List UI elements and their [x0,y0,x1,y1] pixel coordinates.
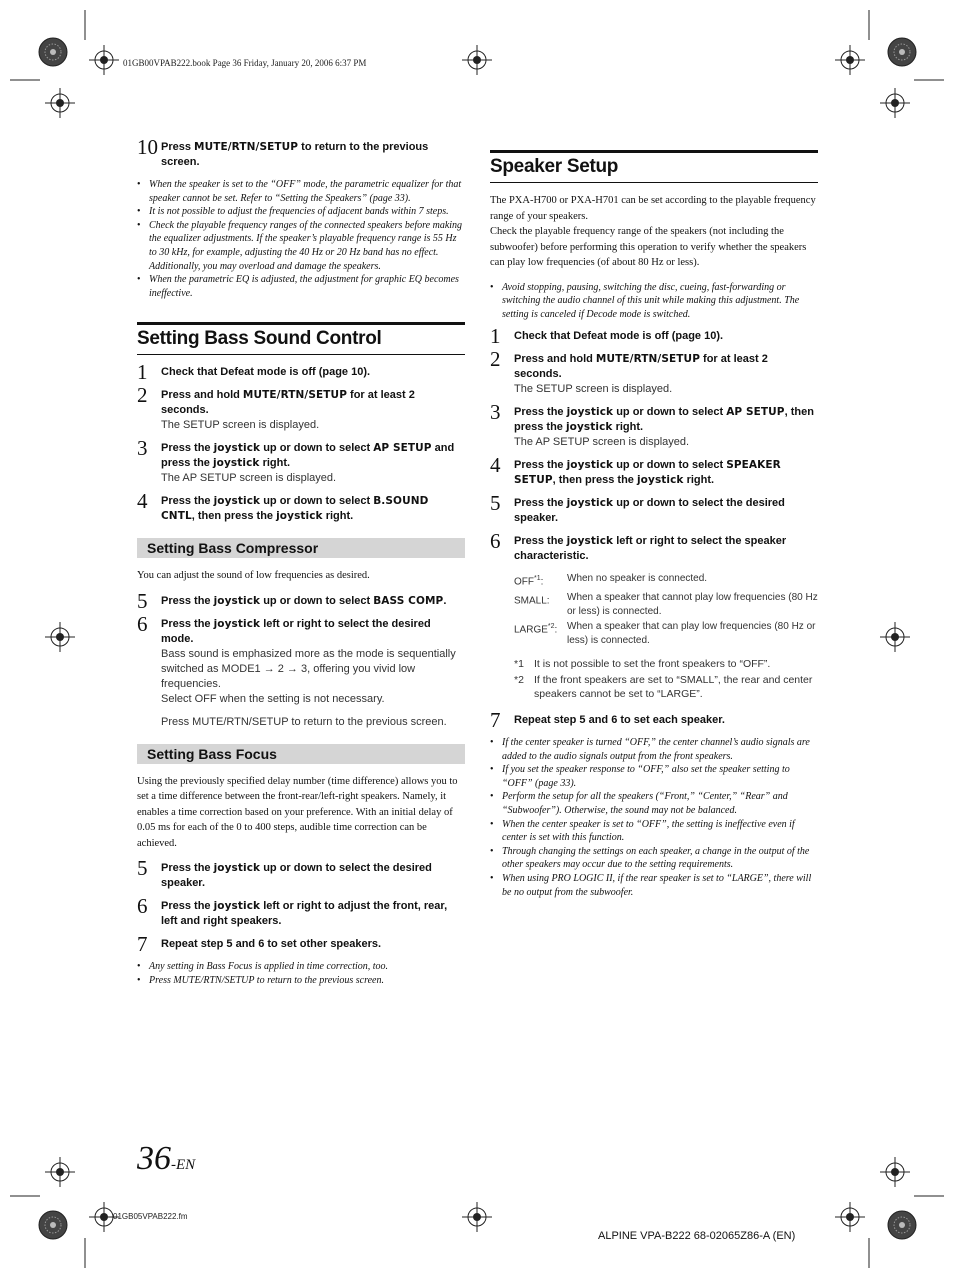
step-number: 4 [137,489,148,514]
step-description: The SETUP screen is displayed. [161,419,320,432]
book-header-info: 01GB00VPAB222.book Page 36 Friday, January 20, 2006 6:37 PM [123,58,367,68]
characteristic-row [514,572,818,589]
step-5 [137,856,465,891]
characteristic-row [514,620,818,647]
step-instruction: Repeat step 5 and 6 to set each speaker. [514,714,725,727]
registration-mark [462,45,492,75]
step-number: 4 [490,453,501,478]
registration-mark [880,622,910,652]
step-1 [137,360,465,385]
step-description: The AP SETUP screen is displayed. [514,436,690,449]
step-6 [490,529,818,564]
subsection-title-bass-focus: Setting Bass Focus [137,744,465,764]
notes-list [137,178,465,300]
step-number: 5 [137,588,148,613]
step-3 [137,436,465,486]
return-hint: Press MUTE/RTN/SETUP to return to the previous screen. [161,715,447,728]
note-item: • Check the playable frequency ranges of the connected speakers before making the equalizer adjustments. If the speaker’s playable frequency range is 55 Hz to 30 kHz, for example, adjusting the 40 Hz or 20 Hz band has no effect. Additionally, you may overload and damage the speakers. [137,219,465,273]
step-number: 2 [490,347,501,372]
step-7 [137,932,465,957]
step-instruction: Press the joystick up or down to select BASS COMP. [161,594,447,607]
subsection-title-bass-compressor: Setting Bass Compressor [137,538,465,558]
note-item: • When the speaker is set to the “OFF” mode, the parametric equalizer for that speaker cannot be set. Refer to “Setting the Speakers” (page 33). [137,178,465,205]
step-number: 6 [490,529,501,554]
step-instruction: Check that Defeat mode is off (page 10). [514,330,724,343]
characteristic-key: LARGE$^{*2}$: [514,623,558,636]
step-description: The AP SETUP screen is displayed. [161,472,337,485]
page-number: 36-EN [137,1140,196,1177]
body-text: You can adjust the sound of low frequencies as desired. [137,570,370,582]
characteristic-value: When no speaker is connected. [567,573,708,585]
body-text: The PXA-H700 or PXA-H701 can be set according to the playable frequency range of your speakers. [490,195,816,222]
step-instruction: Press the joystick up or down to select the desired speaker. [161,862,432,890]
step-description: Select OFF when the setting is not necessary. [161,692,385,705]
step-number: 3 [137,436,148,461]
registration-mark [888,38,916,66]
step-instruction: Press the joystick up or down to select AP SETUP and press the joystick right. [161,442,455,470]
step-number: 1 [137,360,148,385]
step-6 [137,894,465,929]
step-description: Bass sound is emphasized more as the mode is sequentially switched as MODE1 → 2 → 3, offering you vivid low frequencies. [161,647,456,690]
step-number: 10 [137,135,158,159]
step-instruction: Press the joystick up or down to select the desired speaker. [514,497,785,525]
step-1 [490,324,818,349]
characteristic-row [514,591,818,618]
characteristic-value: When a speaker that cannot play low frequencies (80 Hz or less) is connected. [567,592,818,617]
note-item: • It is not possible to adjust the frequencies of adjacent bands within 7 steps. [137,205,465,219]
characteristic-value: When a speaker that can play low frequencies (80 Hz or less) is connected. [567,621,816,646]
step-instruction: Check that Defeat mode is off (page 10). [161,366,371,379]
step-5 [490,491,818,526]
right-column [490,150,818,907]
note-item: • If the center speaker is turned “OFF,” the center channel’s audio signals are added to the audio signals output from the front speakers. [490,736,818,763]
registration-mark [39,1211,67,1239]
step-instruction: Press and hold MUTE/RTN/SETUP for at least 2 seconds. [514,353,768,381]
step-6 [137,611,465,707]
step-number: 7 [137,932,148,957]
step-instruction: Press the joystick left or right to select the desired mode. [161,617,431,645]
step-number: 6 [137,611,148,636]
section-title-speaker-setup: Speaker Setup [490,150,818,183]
note-item: • Avoid stopping, pausing, switching the disc, cueing, fast-forwarding or switching the audio channel of this unit while making this adjustment. The setting is canceled if Decode mode is switched. [490,281,818,322]
step-instruction: Press and hold MUTE/RTN/SETUP for at least 2 seconds. [161,389,415,417]
registration-mark [880,1157,910,1187]
registration-mark [888,1211,916,1239]
step-instruction: Press the joystick up or down to select AP SETUP, then press the joystick right. [514,406,814,434]
notes-list [137,960,465,987]
step-4 [490,453,818,488]
notes-list [490,281,818,322]
characteristic-key: OFF$^{*1}$: [514,575,544,588]
note-item: • Press MUTE/RTN/SETUP to return to the previous screen. [137,974,465,988]
step-2 [137,383,465,433]
registration-mark [462,1202,492,1232]
registration-mark [89,45,119,75]
step-2 [490,347,818,397]
body-text: Check the playable frequency range of the speakers (not including the subwoofer) before performing this operation to verify whether the speakers can play low frequencies (of about 80 Hz or less). [490,226,807,268]
registration-mark [45,622,75,652]
step-instruction: Press MUTE/RTN/SETUP to return to the previous screen. [161,141,429,168]
notes-list [490,736,818,899]
model-code: ALPINE VPA-B222 68-02065Z86-A (EN) [598,1230,796,1242]
registration-mark [835,45,865,75]
step-instruction: Press the joystick up or down to select SPEAKER SETUP, then press the joystick right. [514,459,781,487]
footnote [514,657,818,671]
file-name: 01GB05VPAB222.fm [113,1212,188,1221]
step-number: 7 [490,708,501,733]
step-instruction: Repeat step 5 and 6 to set other speakers. [161,938,382,951]
step-number: 1 [490,324,501,349]
step-instruction: Press the joystick left or right to select the speaker characteristic. [514,535,787,563]
step-7 [490,708,818,733]
registration-mark [880,88,910,118]
step-instruction: Press the joystick left or right to adjust the front, rear, left and right speakers. [161,900,448,928]
registration-mark [45,1157,75,1187]
step-4 [137,489,465,524]
step-number: 5 [137,856,148,881]
step-3 [490,400,818,450]
footnote-text: It is not possible to set the front speakers to “OFF”. [534,658,771,671]
note-item: • When the center speaker is set to “OFF”, the setting is ineffective even if center is set with this function. [490,818,818,845]
note-item: • Through changing the settings on each speaker, a change in the output of the other speakers may occur due to the setting requirements. [490,845,818,872]
footnote [514,673,818,701]
registration-mark [45,88,75,118]
step-number: 6 [137,894,148,919]
step-number: 2 [137,383,148,408]
step-10 [137,135,465,170]
step-instruction: Press the joystick up or down to select B.SOUND CNTL, then press the joystick right. [161,495,429,523]
note-item: • When using PRO LOGIC II, if the rear speaker is set to “LARGE”, there will be no output from the subwoofer. [490,872,818,899]
step-description: The SETUP screen is displayed. [514,383,673,396]
note-item: • Perform the setup for all the speakers (“Front,” “Center,” “Rear” and “Subwoofer”). Otherwise, the sound may not be balanced. [490,790,818,817]
registration-mark [39,38,67,66]
step-number: 3 [490,400,501,425]
step-number: 5 [490,491,501,516]
footnote-mark: *1 [514,658,524,671]
characteristic-key: SMALL: [514,595,550,607]
section-title-bass-sound: Setting Bass Sound Control [137,322,465,355]
footnote-mark: *2 [514,674,524,687]
footnote-text: If the front speakers are set to “SMALL”, the rear and center speakers cannot be set to “LARGE”. [534,674,813,701]
speaker-characteristic-table [514,572,818,647]
body-text: Using the previously specified delay number (time difference) allows you to set a time difference between the front-rear/left-right speakers. Namely, it enables a time correction based on your preference. With an initial delay of 0.05 ms for each of the 0 to 400 steps, audible time correction can be achieved. [137,775,458,849]
note-item: • Any setting in Bass Focus is applied in time correction, too. [137,960,465,974]
note-item: • If you set the speaker response to “OFF,” also set the speaker setting to “OFF” (page 33). [490,763,818,790]
step-5 [137,588,465,613]
registration-mark [835,1202,865,1232]
note-item: • When the parametric EQ is adjusted, the adjustment for graphic EQ becomes ineffective. [137,273,465,300]
left-column [137,135,465,996]
